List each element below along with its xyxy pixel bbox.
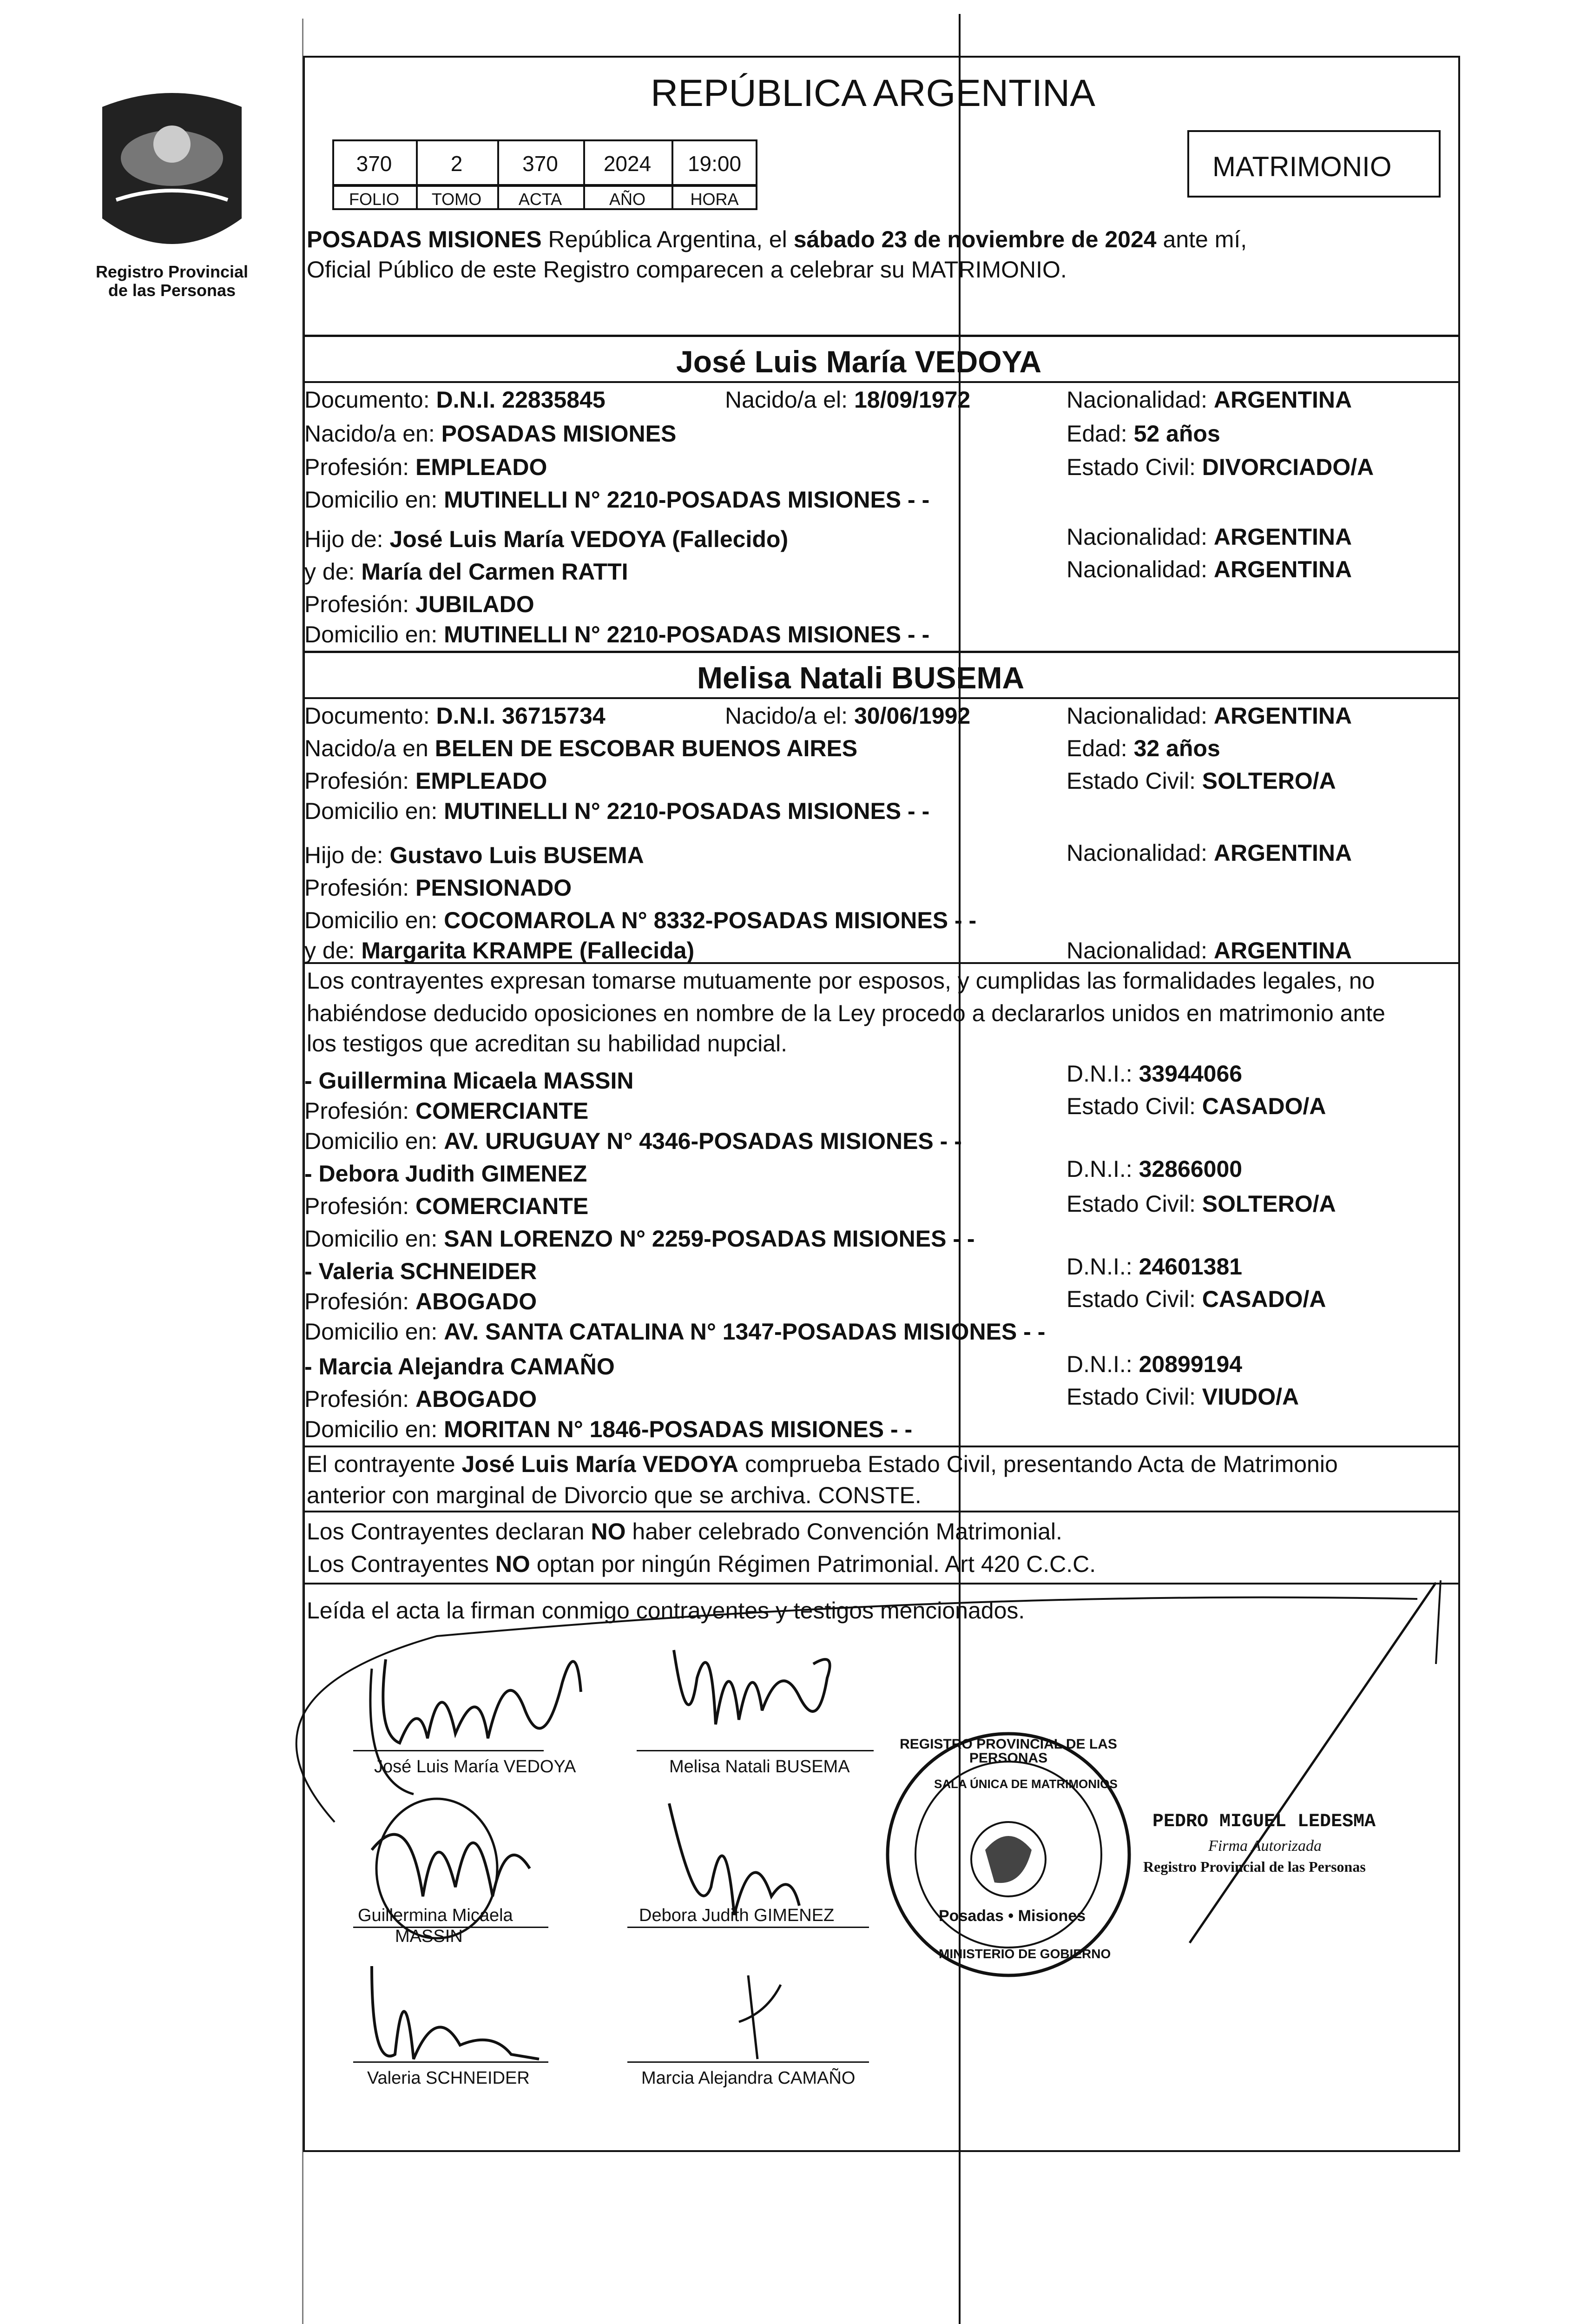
prev-marriage-line-1: El contrayente José Luis María VEDOYA comprueba Estado Civil, presentando Acta de Matrimonio [307,1451,1338,1477]
witness-3-name: - Valeria SCHNEIDER [304,1258,537,1284]
reading-note: Leída el acta la firman conmigo contrayentes y testigos mencionados. [307,1598,1025,1624]
groom-mother-nacionalidad: Nacionalidad: ARGENTINA [1066,556,1352,582]
witness-1-estado: Estado Civil: CASADO/A [1066,1093,1326,1119]
bride-documento: Documento: D.N.I. 36715734 [304,703,606,729]
bride-name: Melisa Natali BUSEMA [697,660,1025,695]
witness-1-dni: D.N.I.: 33944066 [1066,1061,1243,1087]
witness-4-domicilio: Domicilio en: MORITAN N° 1846-POSADAS MISIONES - - [304,1416,913,1442]
declaration-line-2: habiéndose deducido oposiciones en nombre de la Ley procedo a declararlos unidos en matrimonio ante [307,1000,1385,1026]
bride-father-domicilio: Domicilio en: COCOMAROLA N° 8332-POSADAS MISIONES - - [304,907,977,933]
record-table [332,139,757,210]
bride-domicilio: Domicilio en: MUTINELLI N° 2210-POSADAS MISIONES - - [304,798,930,824]
witness-3-caption: Valeria SCHNEIDER [367,2068,530,2088]
witness-3-signature [353,1948,567,2068]
officer-name: PEDRO MIGUEL LEDESMA [1152,1811,1376,1832]
bride-birthdate: Nacido/a el: 30/06/1992 [725,703,971,729]
bride-signature [660,1622,846,1743]
witness-2-name: - Debora Judith GIMENEZ [304,1161,587,1187]
groom-father-nacionalidad: Nacionalidad: ARGENTINA [1066,524,1352,550]
bride-edad: Edad: 32 años [1066,735,1220,761]
groom-signature-caption: José Luis María VEDOYA [374,1757,576,1776]
tomo-label: TOMO [431,190,482,209]
country-title: REPÚBLICA ARGENTINA [651,72,1095,114]
bride-father-nacionalidad: Nacionalidad: ARGENTINA [1066,840,1352,866]
bride-mother: y de: Margarita KRAMPE (Fallecida) [304,938,695,964]
witness-4-dni: D.N.I.: 20899194 [1066,1351,1243,1377]
witness-3-dni: D.N.I.: 24601381 [1066,1254,1243,1280]
groom-mother: y de: María del Carmen RATTI [304,559,628,585]
groom-parents-domicilio: Domicilio en: MUTINELLI N° 2210-POSADAS MISIONES - - [304,621,930,647]
bride-profesion: Profesión: EMPLEADO [304,768,547,794]
witness-1-name: - Guillermina Micaela MASSIN [304,1068,634,1094]
declaration-line-3: los testigos que acreditan su habilidad nupcial. [307,1030,788,1056]
witness-1-domicilio: Domicilio en: AV. URUGUAY N° 4346-POSADAS MISIONES - - [304,1128,962,1154]
bride-mother-nacionalidad: Nacionalidad: ARGENTINA [1066,938,1352,964]
groom-birthplace: Nacido/a en: POSADAS MISIONES [304,421,677,447]
witness-4-profesion: Profesión: ABOGADO [304,1386,537,1412]
witness-3-domicilio: Domicilio en: AV. SANTA CATALINA N° 1347-POSADAS MISIONES - - [304,1319,1046,1345]
bride-father: Hijo de: Gustavo Luis BUSEMA [304,842,644,868]
hora-value: 19:00 [687,152,742,176]
seal-city-text: Posadas • Misiones [939,1907,1086,1925]
witness-2-dni: D.N.I.: 32866000 [1066,1156,1243,1182]
witness-2-caption: Debora Judith GIMENEZ [639,1906,835,1925]
bride-signature-caption: Melisa Natali BUSEMA [669,1757,850,1776]
declaration-line-1: Los contrayentes expresan tomarse mutuamente por esposos, y cumplidas las formalidades legales, no [307,968,1375,994]
witness-3-profesion: Profesión: ABOGADO [304,1288,537,1314]
act-type: MATRIMONIO [1212,151,1392,182]
groom-birthdate: Nacido/a el: 18/09/1972 [725,387,971,413]
groom-profesion: Profesión: EMPLEADO [304,454,547,480]
hora-label: HORA [690,190,739,209]
officer-stamp [1143,1813,1455,1906]
officer-role: Firma Autorizada [1208,1837,1322,1855]
witness-4-estado: Estado Civil: VIUDO/A [1066,1384,1299,1410]
folio-value: 370 [356,152,392,176]
acta-value: 370 [522,152,558,176]
tomo-value: 2 [450,152,463,176]
seal-ring-icon [883,1729,1134,1980]
groom-documento: Documento: D.N.I. 22835845 [304,387,606,413]
bride-nacionalidad: Nacionalidad: ARGENTINA [1066,703,1352,729]
witness-4-signature [730,1966,823,2068]
bride-father-profesion: Profesión: PENSIONADO [304,875,572,901]
bride-section-divider [303,651,1460,653]
regime-note: Los Contrayentes NO optan por ningún Régimen Patrimonial. Art 420 C.C.C. [307,1551,1096,1577]
bride-birthplace: Nacido/a en BELEN DE ESCOBAR BUENOS AIRES [304,735,858,761]
registry-logo-text: Registro Provincial de las Personas [95,262,249,300]
witness-1-caption-a: Guillermina Micaela [358,1906,513,1925]
notes-divider [303,1446,1460,1447]
witness-2-profesion: Profesión: COMERCIANTE [304,1193,589,1219]
bride-estado-civil: Estado Civil: SOLTERO/A [1066,768,1336,794]
groom-name: José Luis María VEDOYA [676,344,1042,379]
witness-2-estado: Estado Civil: SOLTERO/A [1066,1191,1336,1217]
groom-nacionalidad: Nacionalidad: ARGENTINA [1066,387,1352,413]
groom-section-divider [303,335,1460,337]
witness-1-caption-b: MASSIN [395,1927,463,1946]
groom-signature [358,1641,599,1771]
witness-4-name: - Marcia Alejandra CAMAÑO [304,1353,615,1380]
anio-label: AÑO [609,190,645,209]
witness-4-caption: Marcia Alejandra CAMAÑO [641,2068,856,2088]
groom-father: Hijo de: José Luis María VEDOYA (Fallecido) [304,526,789,552]
groom-edad: Edad: 52 años [1066,421,1220,447]
seal-outer-text: REGISTRO PROVINCIAL DE LAS PERSONAS [900,1736,1117,1766]
groom-domicilio: Domicilio en: MUTINELLI N° 2210-POSADAS MISIONES - - [304,487,930,513]
groom-parents-profesion: Profesión: JUBILADO [304,591,534,617]
anio-value: 2024 [603,152,652,176]
folio-label: FOLIO [349,190,400,209]
acta-label: ACTA [518,190,562,209]
registry-seal [883,1729,1134,1980]
witness-2-domicilio: Domicilio en: SAN LORENZO N° 2259-POSADAS MISIONES - - [304,1226,975,1252]
prev-marriage-line-2: anterior con marginal de Divorcio que se archiva. CONSTE. [307,1482,922,1508]
seal-bottom-text: MINISTERIO DE GOBIERNO [939,1947,1111,1961]
witness-1-profesion: Profesión: COMERCIANTE [304,1098,589,1124]
intro-line-1: POSADAS MISIONES República Argentina, el sábado 23 de noviembre de 2024 ante mí, [307,226,1247,252]
intro-line-2: Oficial Público de este Registro comparecen a celebrar su MATRIMONIO. [307,257,1067,283]
groom-estado-civil: Estado Civil: DIVORCIADO/A [1066,454,1374,480]
declaration-divider [303,962,1460,964]
witness-3-estado: Estado Civil: CASADO/A [1066,1286,1326,1312]
convention-note: Los Contrayentes declaran NO haber celebrado Convención Matrimonial. [307,1519,1062,1545]
act-type-box [1187,130,1441,198]
seal-inner-text: SALA ÚNICA DE MATRIMONIOS [934,1777,1118,1791]
officer-org: Registro Provincial de las Personas [1143,1858,1366,1875]
